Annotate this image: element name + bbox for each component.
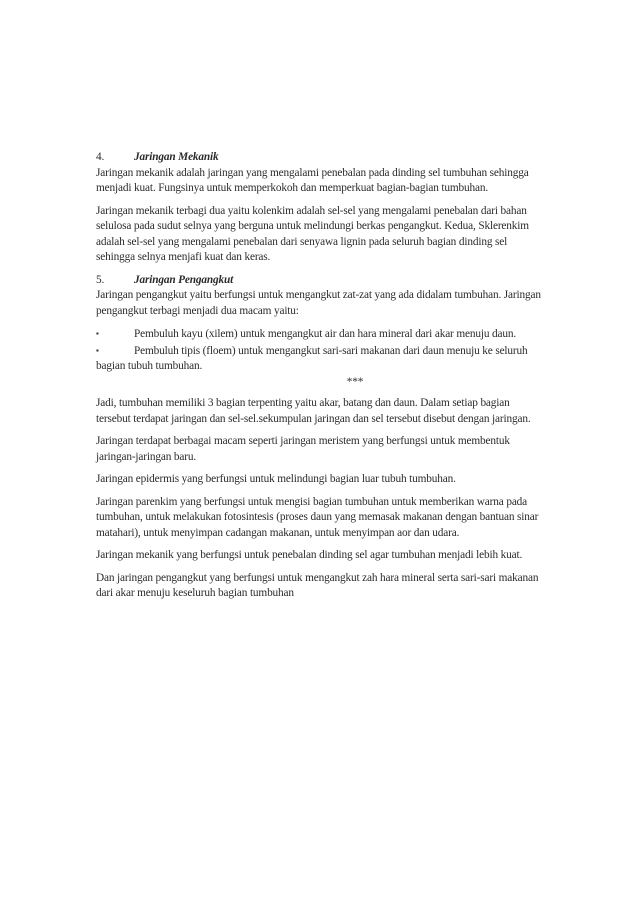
bullet-item: [96, 343, 544, 375]
bullet-text: Pembuluh kayu (xilem) untuk mengangkut air dan hara mineral dari akar menuju daun.: [134, 328, 517, 340]
bullet-marker-icon: ▪: [96, 345, 99, 355]
bullet-marker-icon: ▪: [96, 329, 99, 338]
section-4-title: Jaringan Mekanik: [134, 151, 219, 163]
summary-paragraph: Dan jaringan pengangkut yang berfungsi untuk mengangkut zah hara mineral serta sari-sari makanan dari akar menuju keseluruh bagian tumbuhan: [96, 571, 539, 599]
section-5-intro: Jaringan pengangkut yaitu berfungsi untuk mengangkut zat-zat yang ada didalam tumbuhan. Jaringan pengangkut terbagi menjadi dua macam yaitu:: [96, 289, 541, 317]
section-4-number: 4.: [96, 151, 105, 163]
section-4-heading: [96, 150, 544, 166]
bullet-item: [96, 326, 544, 343]
summary-paragraph: Jaringan parenkim yang berfungsi untuk mengisi bagian tumbuhan untuk memberikan warna pada tumbuhan, untuk melakukan fotosintesis (proses daun yang memasak makanan dengan bantuan sinar matahari), untuk menyimpan cadangan makanan, untuk menyimpan aor dan udara.: [96, 495, 539, 539]
section-separator: ***: [346, 375, 364, 388]
bullet-text: Pembuluh tipis (floem) untuk mengangkut sari-sari makanan dari daun menuju ke seluruh bagian tubuh tumbuhan.: [96, 344, 528, 372]
section-5-title: Jaringan Pengangkut: [134, 273, 234, 286]
summary-paragraph: Jaringan terdapat berbagai macam seperti jaringan meristem yang berfungsi untuk membentuk jaringan-jaringan baru.: [96, 435, 510, 463]
summary-paragraph: Jaringan mekanik yang berfungsi untuk penebalan dinding sel agar tumbuhan menjadi lebih kuat.: [96, 549, 523, 561]
document-page: [96, 150, 544, 609]
section-4-paragraph-2: Jaringan mekanik terbagi dua yaitu kolenkim adalah sel-sel yang mengalami penebalan dari bahan selulosa pada sudut selnya yang berguna untuk melindungi berkas pengangkut. Kedua, Sklerenkim adalah sel-sel yang mengalami penebalan dari senyawa lignin pada seluruh bagian dinding sel sehingga selnya menjafi kuat dan keras.: [96, 204, 529, 263]
section-4-paragraph-1: Jaringan mekanik adalah jaringan yang mengalami penebalan pada dinding sel tumbuhan sehingga menjadi kuat. Fungsinya untuk memperkokoh dan memperkuat bagian-bagian tumbuhan.: [96, 166, 529, 194]
summary-paragraph: Jadi, tumbuhan memiliki 3 bagian terpenting yaitu akar, batang dan daun. Dalam setiap bagian tersebut terdapat jaringan dan sel-sel.sekumpulan jaringan dan sel tersebut disebut dengan jaringan.: [96, 397, 531, 425]
summary-paragraph: Jaringan epidermis yang berfungsi untuk melindungi bagian luar tubuh tumbuhan.: [96, 473, 456, 485]
section-5-number: 5.: [96, 273, 105, 286]
section-5-heading: [96, 273, 544, 289]
